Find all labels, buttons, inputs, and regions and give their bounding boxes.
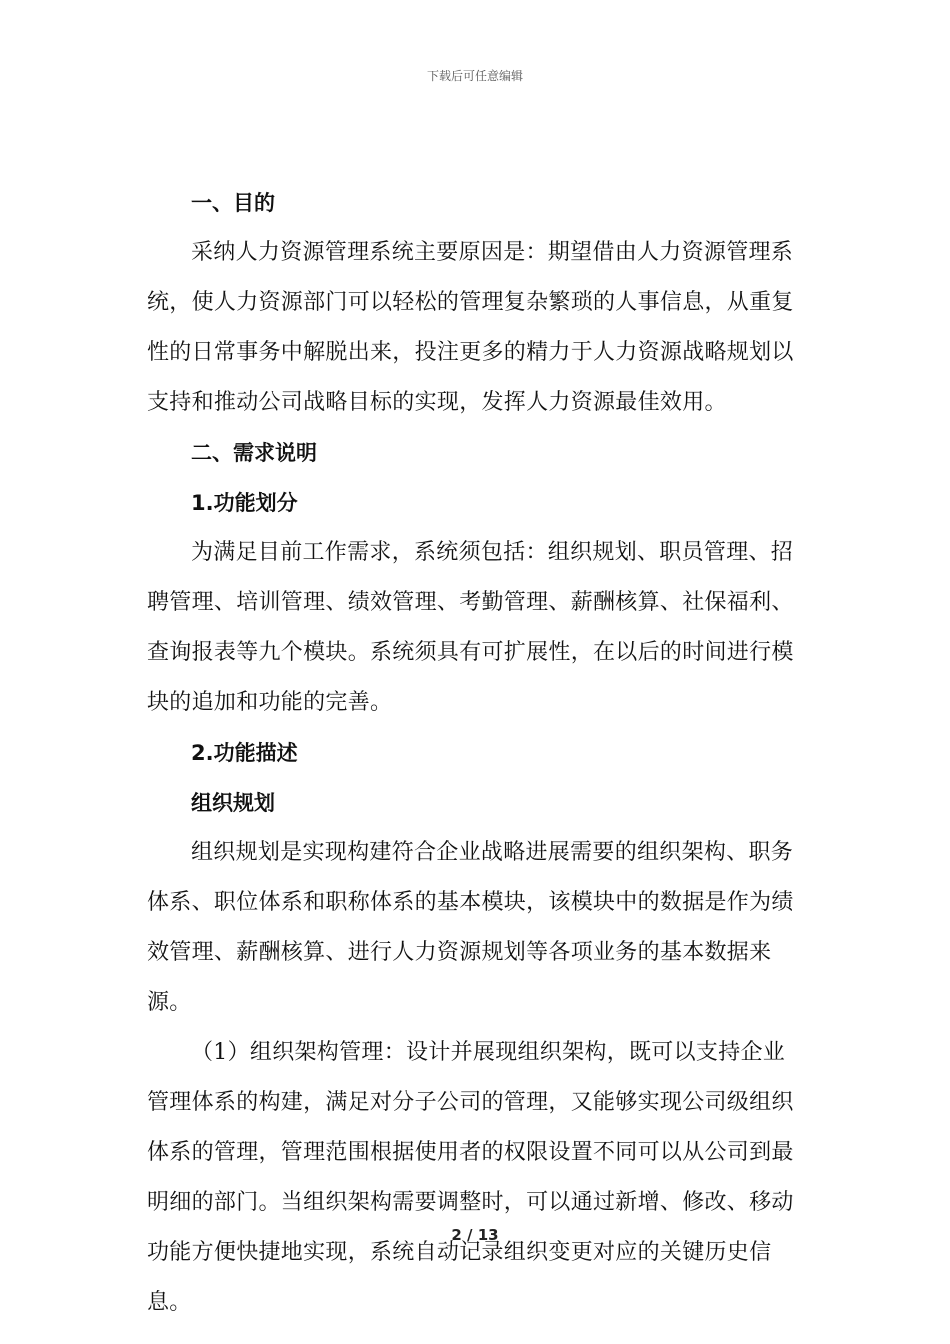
section-heading-requirements: 二、需求说明 (191, 441, 317, 465)
org-structure-paragraph: （1）组织架构管理：设计并展现组织架构，既可以支持企业管理体系的构建，满足对分子公司的管理，又能够实现公司级组织体系的管理，管理范围根据使用者的权限设置不同可以从公司到最明细的部门。当组织架构需要调整时，可以通过新增、修改、移动功能方便快捷地实现，系统自动记录组织变更对应的关键历史信息。 (147, 1040, 794, 1315)
purpose-paragraph: 采纳人力资源管理系统主要原因是：期望借由人力资源管理系统，使人力资源部门可以轻松的管理复杂繁琐的人事信息，从重复性的日常事务中解脱出来，投注更多的精力于人力资源战略规划以支持和推动公司战略目标的实现，发挥人力资源最佳效用。 (147, 240, 794, 415)
function-division-paragraph: 为满足目前工作需求，系统须包括：组织规划、职员管理、招聘管理、培训管理、绩效管理、考勤管理、薪酬核算、社保福利、查询报表等九个模块。系统须具有可扩展性，在以后的时间进行模块的追加和功能的完善。 (147, 540, 794, 715)
page-header: 下载后可任意编辑 (426, 69, 523, 83)
document-body (147, 178, 807, 1328)
subheading-function-division: 1.功能划分 (191, 491, 298, 515)
subheading-org-planning: 组织规划 (191, 791, 275, 815)
org-planning-paragraph: 组织规划是实现构建符合企业战略进展需要的组织架构、职务体系、职位体系和职称体系的基本模块，该模块中的数据是作为绩效管理、薪酬核算、进行人力资源规划等各项业务的基本数据来源。 (147, 840, 794, 1015)
subheading-function-description: 2.功能描述 (191, 741, 298, 765)
section-heading-purpose: 一、目的 (191, 191, 275, 215)
page-number: 2 / 13 (451, 1226, 499, 1244)
